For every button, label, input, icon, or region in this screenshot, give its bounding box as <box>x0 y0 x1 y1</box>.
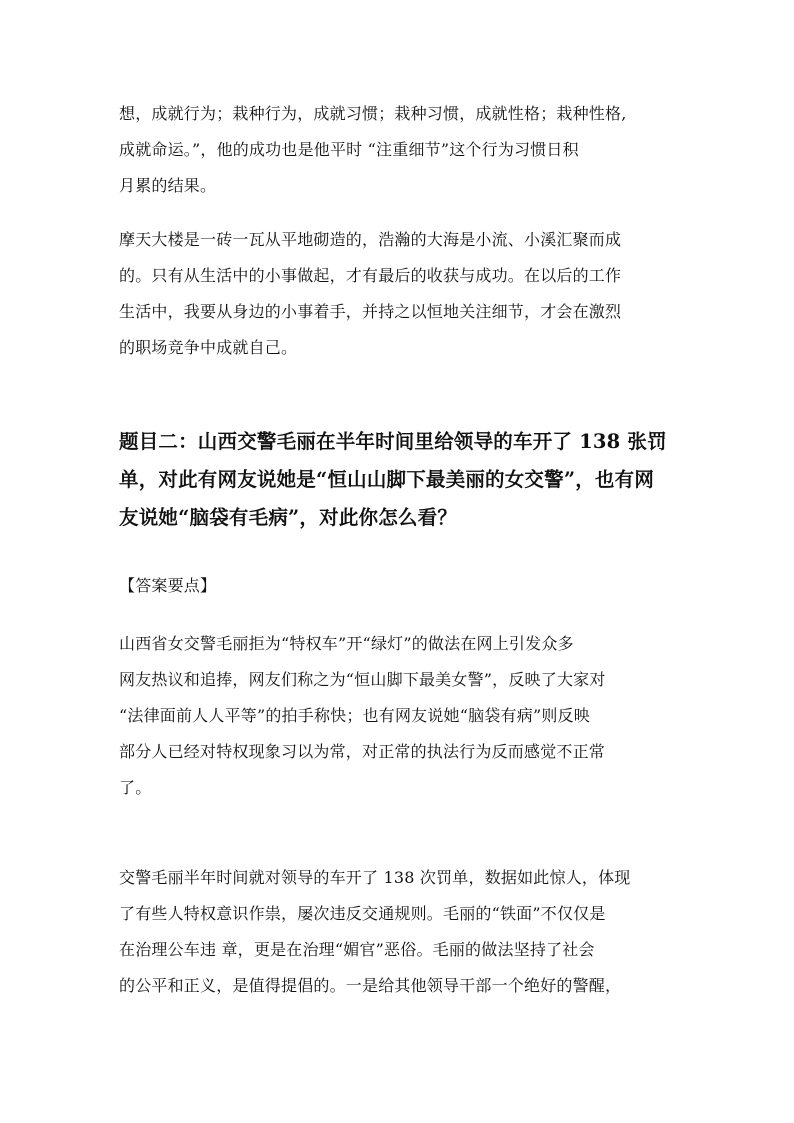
paragraph-line: 的。只有从生活中的小事做起，才有最后的收获与成功。在以后的工作 <box>119 266 622 285</box>
paragraph-line: 交警毛丽半年时间就对领导的车开了 138 次罚单，数据如此惊人，体现 <box>119 868 631 887</box>
question-line: 题目二：山西交警毛丽在半年时间里给领导的车开了 138 张罚 <box>119 430 667 453</box>
paragraph-line: 部分人已经对特权现象习以为常，对正常的执法行为反而感觉不正常 <box>119 742 606 761</box>
paragraph-line: “法律面前人人平等”的拍手称快；也有网友说她“脑袋有病”则反映 <box>119 706 590 725</box>
paragraph-line: 网友热议和追捧，网友们称之为“恒山脚下最美女警”，反映了大家对 <box>119 670 606 689</box>
paragraph-line: 想，成就行为；栽种行为，成就习惯；栽种习惯，成就性格；栽种性格, <box>119 104 627 123</box>
question-heading <box>119 423 679 537</box>
paragraph-line: 了有些人特权意识作祟，屡次违反交通规则。毛丽的“铁面”不仅仅是 <box>119 904 606 923</box>
paragraph-3 <box>119 626 679 806</box>
paragraph-line: 生活中，我要从身边的小事着手，并持之以恒地关注细节，才会在激烈 <box>119 302 622 321</box>
question-line: 友说她“脑袋有毛病”，对此你怎么看？ <box>119 506 458 529</box>
question-line: 单，对此有网友说她是“恒山山脚下最美丽的女交警”，也有网 <box>119 468 655 491</box>
paragraph-line: 成就命运。”，他的成功也是他平时 “注重细节”这个行为习惯日积 <box>119 140 579 159</box>
paragraph-1 <box>119 96 679 204</box>
paragraph-line: 月累的结果。 <box>119 176 217 195</box>
paragraph-line: 了。 <box>119 778 152 797</box>
paragraph-line: 山西省女交警毛丽拒为“特权车”开“绿灯”的做法在网上引发众多 <box>119 634 574 653</box>
paragraph-line: 在治理公车违 章，更是在治理“媚官”恶俗。毛丽的做法坚持了社会 <box>119 940 595 959</box>
paragraph-2 <box>119 222 679 366</box>
paragraph-line: 的职场竞争中成就自己。 <box>119 338 298 357</box>
paragraph-line: 的公平和正义，是值得提倡的。一是给其他领导干部一个绝好的警醒， <box>119 976 622 995</box>
paragraph-4 <box>119 860 679 1004</box>
answer-label-block <box>119 568 679 604</box>
answer-label: 【答案要点】 <box>119 576 217 595</box>
paragraph-line: 摩天大楼是一砖一瓦从平地砌造的，浩瀚的大海是小流、小溪汇聚而成 <box>119 230 622 249</box>
